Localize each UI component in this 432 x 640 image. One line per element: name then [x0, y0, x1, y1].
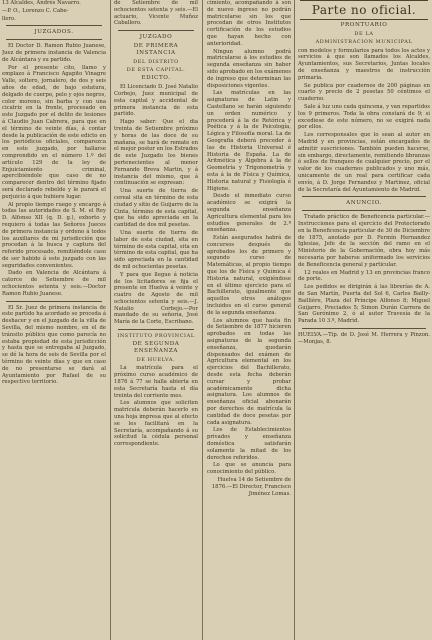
- article-paragraph: Una suerte de tierra de cereal sita en término de esta ciudad y sitio de Guijarro de la Cinta, término de esta capital, que ha sido apreciada en la cantidad de dos mil pesetas.: [114, 188, 198, 229]
- article-paragraph: Una suerte de tierra de labor de esta ciudad, sita en término de esta capital, sita en término de esta capital, que ha sido apreciada en la cantidad de mil ochocientas pesetas.: [114, 229, 198, 270]
- article-paragraph: Las matrículas en las asignaturas de Latin y Castellano se harán siguiendo un orden numérico y procederá á la de Retórica y Poética y á la de Psicología, Lógica y Filosofía moral. La de Geografía deberá preceder á las de Historia Universal é Historia de España. La de Aritmética y Álgebra á la de Geometría y Trigonometría y esta á la de Física y Química, Historia natural y Fisiología é Higiene.: [207, 90, 291, 192]
- article-paragraph: Se publica por cuadernos de 200 páginas en cuarto y precio de 2 pesetas 50 céntimos el cuaderno.: [298, 82, 430, 103]
- article-paragraph: Dado en Valencia de Alcántara á catorce de Setiembre de mil ochocientos setenta y seis.—Doctor Ramon Rubio Juanese.: [2, 270, 106, 297]
- column-rule: [294, 0, 295, 640]
- top-line-1: 13 Alcaldes, Andrés Navarro.: [2, 0, 81, 6]
- divider: [118, 329, 194, 330]
- column-rule: [202, 0, 203, 640]
- column-4: [298, 0, 430, 640]
- divider: [118, 30, 194, 31]
- signature-line: Huelva 14 de Setiembre de 1876.—El Director, Francisco Jiménez Lomas.: [211, 476, 291, 497]
- article-paragraph: Desde el inmediato curso académico se exigirá la segunda enseñanza Agricultura elemental para los estudios generales de 2.ª enseñanza.: [207, 193, 291, 234]
- divider: [302, 196, 426, 197]
- article-paragraph: La matrícula para el próximo curso académico de 1876 á 77 se halla abierta en esta Secretaría hasta el día treinta del corriente mes.: [114, 365, 198, 399]
- article-paragraph: Lo que se anuncia para conocimiento del público.: [207, 462, 291, 476]
- section-heading-juzgados: JUZGADOS.: [34, 29, 74, 36]
- column-1: [2, 0, 106, 640]
- article-paragraph: Los corresponsales que lo sean al autor en Madrid y en provincias, están encargados de admitir suscriciones. También pueden hacerse, sin embargo, directamente, remitiendo libranzas ó sellos de franqueo de cualquier precio, por el valor de los cuadernos publicados y uno más, unicamente de un real para certificar cada envío, á D. Jorge Fernandez y Martinez, oficial de la Secretaría del Ayuntamiento de Madrid.: [298, 132, 430, 193]
- column-rule: [110, 0, 111, 640]
- column-3: [207, 0, 291, 640]
- article-paragraph: El Doctor D. Ramon Rubio Juanese, Juez de primera instancia de Valencia de Alcántara y su partido.: [2, 43, 106, 63]
- section-heading: JUZGADO: [139, 34, 173, 41]
- article-paragraph: Sale á luz uno cada quincena, y van repartidos los 9 primeros. Toda la obra constará de 9; si excediese de este número, no se exigirá nada por ellos.: [298, 103, 430, 131]
- article-paragraph: Los alumnos que soliciten matrícula deberán hacerlo en una hoja impresa que al efecto se les facilitará en la Secretaría, acompañando á su solicitud la cédula personal correspondiente.: [114, 400, 198, 448]
- article-paragraph: Los alumnos que hasta fin de Setiembre de 1877 hicieren aprobados en todas las asignaturas de la segunda enseñanza, quedarán dispensados del exámen de Agricultura elemental en los ejercicios del Bachillerato, desde esta fecha deberán cursar y probar académicamente dicha asignatura. Los alumnos de enseñanza oficial abonarán por derechos de matrícula la cantidad de doce pesetas por cada asignatura.: [207, 317, 291, 426]
- anuncio-heading: ANUNCIO.: [346, 200, 382, 207]
- section-title-parte-no-oficial: Parte no oficial.: [300, 0, 428, 20]
- section-heading: DEL DISTRITO: [133, 58, 179, 65]
- printer-footer: HUELVA.—Tip. de D. José M. Herrera y Pinzon.—Monjas, 8.: [298, 331, 430, 345]
- section-heading: INSTITUTO PROVINCIAL: [117, 333, 195, 340]
- article-paragraph: Los pedidos se dirigirán á las librerías de A. de San Martín, Puerta del Sol 6, Carlos Bailly-Baillière, Plaza del Príncipe Alfonso 8; Miguel Guijarro, Preciados 5; Simon Durán Carrera de San Gerónimo 2, ó al autor Travesía de la Parada 10 3.º, Madrid.: [298, 284, 430, 325]
- divider: [302, 210, 426, 211]
- article-paragraph: Hago saber: Que el dia treinta de Setiembre próximo y horas de las doce de su mañana, se hará de remate en el mejor postor en los Estrados de este Juzgado los bienes pertenecientes al menor Fernando Breva Martin, y á instancia del mismo, que á continuación se expresan:: [114, 119, 198, 187]
- article-paragraph: 12 reales en Madrid y 13 en provincias franco de porte.: [298, 269, 430, 283]
- column-2: [114, 0, 198, 640]
- edicto-heading: EDICTO.: [141, 75, 171, 82]
- article-paragraph: El Sr. Juez de primera instancia de este partido ha acordado se proceda á deshacer y en el juzgado de la villa de Sevilla, del mismo nombre, en el de tránsito público que como parecía no estaba propiedad de esta jurisdicción y hasta que se entregaba al Juzgado, se dé la hora de seis de Sevilla por el término de veinte días y que en caso de no presentarse se dará al Ayuntamiento por Rafael de su respectivo territorio.: [2, 304, 106, 386]
- divider: [6, 301, 102, 302]
- article-paragraph: cimiento, acompañando á son de nuevo ingreso no podrán matricularse sin los que procedan de otros Institutos certificación de los estudios que hayan hecho con anterioridad.: [207, 0, 291, 47]
- top-line-3: llero.: [2, 15, 16, 22]
- article-paragraph: Al propio tiempo ruego y encargo á todas las autoridades de S. M. el Rey D. Alfonso XII (q. D. g.), exhorto y requiero á todas las Señores Jueces de primera instancia y ordeno á todos los auxiliares de mi jurisdicción que procedan á la busca y captura del referido procesado, remitiéndole caso de ser habido á este juzgado con las seguridades convenientes.: [2, 201, 106, 269]
- section-heading: DE LA: [354, 30, 374, 37]
- top-line-2: —P. O., Lorenzo C. Cabe-: [2, 7, 69, 14]
- section-heading: DE ESTA CAPITAL.: [126, 66, 186, 73]
- article-paragraph: Ningun alumno podrá matricularse á los estudios de segunda enseñanza sin haber sido aprobado en los exámenes de ingreso que determinan las disposiciones vigentes.: [207, 48, 291, 89]
- section-heading: DE PRIMERA INSTANCIA: [133, 42, 179, 56]
- divider: [302, 328, 426, 329]
- article-paragraph: Por el presente cito, llamo y emplazo á Francisco Agapito Vinagre Valle, soltero, jornalero, de dos y seis años de edad, de bajo estatura, delgado de cuerpo, pelo y ojos negros, color moreno, sin barba y con una cicatriz en la frente, procesado en este Juzgado por el delito de lesiones á Claudio Juan Cabrera, para que en el término de veinte días, á contar desde la publicación de este edicto en los periódicos oficiales, comparezca en este juzgado, por hallarse comprendido en el número 1.º del artículo 129 de la ley de Enjuiciamiento criminal, apercibiéndole que caso de no comparecer dentro del término fijado será declarado rebelde y le parará el perjuicio á que hubiere lugar.: [2, 64, 106, 200]
- section-heading: DE SEGUNDA ENSEÑANZA: [132, 341, 180, 355]
- article-paragraph: de Setiembre de mil ochocientos setenta y seis.—El actuario, Vicente Muñoz Caballero.: [114, 0, 198, 27]
- article-paragraph: con modelos y formularios para todos los actos y servicios á que son llamados los Alcaldes, Ayuntamientos, sus Secretarios, Juntas locales de enseñanza y maestros de instrucción primaria.: [298, 47, 430, 81]
- section-heading: PRONTUARIO: [340, 22, 388, 28]
- article-paragraph: Están asegurados habrá de concursos después de aprobados los de primero y segundo curso de Matemáticas, al propio tiempo que los de Física y Química é Historia natural, exigiéndose en el último ejercicio para el Bachillerato, igualmente que aquellos otros análogos incluidos en el curso general de la segunda enseñanza.: [207, 235, 291, 316]
- divider: [6, 39, 102, 40]
- article-paragraph: El Licenciado D. José Natalio Corbejo, Juez municipal de esta capital y accidental de primera instancia de esta partido.: [114, 84, 198, 118]
- article-paragraph: Tratado práctico de Beneficencia particular.—Instrucciones para el ejercicio del Protectorado en la Beneficencia particular de 30 de Diciembre de 1875, anotado por D. Fermín Hernandez Iglesias, Jefe de la sección del ramo en el Ministerio de la Gobernación, obra hoy más necesaria por haberse uniformado los servicios de Beneficencia general y particular.: [298, 214, 430, 268]
- section-heading: DE HUELVA.: [136, 357, 176, 364]
- divider: [6, 25, 102, 26]
- article-paragraph: Y para que llegue á noticia de los licitadores se fija el presente en Huelva á veinte y cuatro de Agosto de mil ochocientos setenta y seis.—J. Natalio Corbejo.—Por mandado de su señoría, José María de la Corte, Escribano.: [114, 271, 198, 326]
- section-heading: ADMINISTRACION MUNICIPAL: [315, 39, 413, 46]
- article-paragraph: Los de Establecimientos privados y enseñanza doméstica satisfarán solamente la mitad de los derechos referidos.: [207, 427, 291, 461]
